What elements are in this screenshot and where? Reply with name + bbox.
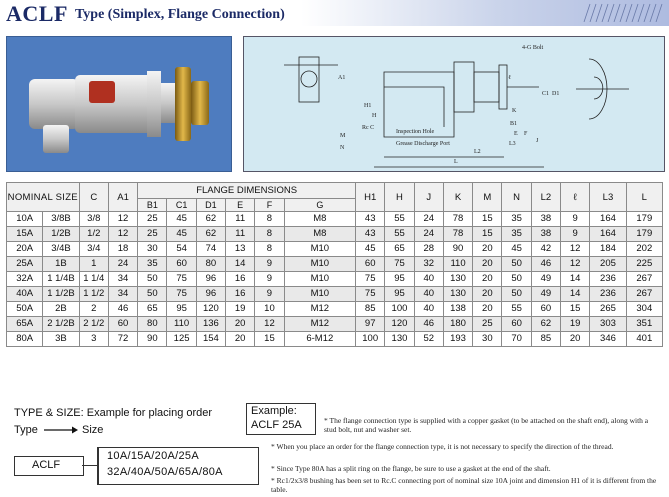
example-label: Example:: [251, 405, 297, 417]
table-cell: 1 1/4B: [43, 272, 79, 287]
rotary-joint-image: [7, 37, 231, 171]
table-cell: 20: [473, 302, 502, 317]
table-cell: 35: [138, 257, 167, 272]
table-cell: 25: [473, 317, 502, 332]
order-title: TYPE & SIZE: Example for placing order: [14, 407, 213, 419]
header-l-small: ℓ: [561, 183, 590, 212]
subheader-e: E: [226, 199, 255, 212]
table-cell: 30: [473, 332, 502, 347]
table-cell: 8: [255, 227, 284, 242]
product-photo: [6, 36, 232, 172]
table-cell: 50: [138, 287, 167, 302]
table-cell: 60: [531, 302, 560, 317]
table-cell: 75: [167, 287, 196, 302]
table-cell: 50: [502, 257, 531, 272]
type-label: Type: [14, 424, 38, 436]
table-row: [7, 317, 663, 332]
table-cell: 75: [385, 257, 414, 272]
table-cell: 100: [356, 332, 385, 347]
table-cell: 46: [414, 317, 443, 332]
table-cell: 75: [167, 272, 196, 287]
table-cell: 38: [531, 227, 560, 242]
table-cell: 78: [443, 227, 472, 242]
table-cell: 12: [108, 227, 137, 242]
table-cell: 28: [414, 242, 443, 257]
table-cell: M10: [284, 257, 355, 272]
table-cell: 14: [226, 257, 255, 272]
table-cell: 55: [502, 302, 531, 317]
table-cell: 24: [414, 212, 443, 227]
table-cell: 20: [226, 317, 255, 332]
table-cell: 43: [356, 227, 385, 242]
table-cell: 60: [167, 257, 196, 272]
label-n: N: [340, 145, 345, 151]
label-j: J: [536, 138, 539, 144]
table-cell: 72: [108, 332, 137, 347]
table-cell: 19: [226, 302, 255, 317]
subheader-b1: B1: [138, 199, 167, 212]
table-cell: 15: [473, 227, 502, 242]
table-cell: 15: [473, 212, 502, 227]
table-cell: 1 1/4: [79, 272, 108, 287]
table-cell: 65: [385, 242, 414, 257]
table-cell: 136: [196, 317, 225, 332]
table-cell: 45: [502, 242, 531, 257]
table-cell: 351: [626, 317, 662, 332]
table-cell: 60: [108, 317, 137, 332]
table-cell: 25: [138, 212, 167, 227]
table-cell: 9: [255, 287, 284, 302]
table-cell: 45: [167, 227, 196, 242]
table-cell: 179: [626, 227, 662, 242]
label-l2: L2: [474, 149, 481, 155]
table-row: [7, 302, 663, 317]
label-b1: B1: [510, 121, 518, 127]
subheader-c1: C1: [167, 199, 196, 212]
type-size-line: [14, 424, 103, 436]
table-row: [7, 242, 663, 257]
table-cell: 12: [561, 257, 590, 272]
table-cell: 205: [590, 257, 626, 272]
table-cell: 20: [473, 287, 502, 302]
table-cell: 60: [502, 317, 531, 332]
table-cell: 10: [255, 302, 284, 317]
table-cell: 3/8: [79, 212, 108, 227]
note-2: * When you place an order for the flange connection type, it is not necessary to specify the direction of the thread.: [271, 442, 614, 451]
subheader-d1: D1: [196, 199, 225, 212]
header-l2: L2: [531, 183, 560, 212]
table-cell: 95: [167, 302, 196, 317]
table-cell: 12: [108, 212, 137, 227]
table-cell: 65A: [7, 317, 43, 332]
table-cell: 75: [356, 272, 385, 287]
table-cell: 42: [531, 242, 560, 257]
header-flange-dimensions: FLANGE DIMENSIONS: [138, 183, 356, 199]
table-cell: 267: [626, 272, 662, 287]
table-cell: 110: [443, 257, 472, 272]
table-cell: 40: [414, 272, 443, 287]
table-cell: 54: [167, 242, 196, 257]
size-label: Size: [81, 424, 104, 436]
table-body: [7, 212, 663, 347]
table-cell: 25A: [7, 257, 43, 272]
header-l3: L3: [590, 183, 626, 212]
table-cell: 193: [443, 332, 472, 347]
table-cell: 45: [356, 242, 385, 257]
table-cell: 1/2: [79, 227, 108, 242]
table-cell: 130: [443, 272, 472, 287]
table-cell: 20: [473, 257, 502, 272]
table-cell: 12: [561, 242, 590, 257]
table-cell: 401: [626, 332, 662, 347]
table-cell: 11: [226, 212, 255, 227]
label-inspection: Inspection Hole: [396, 129, 435, 135]
table-cell: 40: [414, 302, 443, 317]
table-cell: 9: [255, 272, 284, 287]
table-cell: 164: [590, 212, 626, 227]
table-cell: M8: [284, 212, 355, 227]
table-cell: 6-M12: [284, 332, 355, 347]
header-j: J: [414, 183, 443, 212]
table-cell: 35: [502, 227, 531, 242]
table-cell: 34: [108, 272, 137, 287]
table-cell: 18: [108, 242, 137, 257]
table-cell: 80A: [7, 332, 43, 347]
table-cell: 12: [255, 317, 284, 332]
table-cell: 20: [226, 332, 255, 347]
dimension-drawing: [243, 36, 665, 172]
label-c1: C1: [542, 91, 550, 97]
table-cell: 164: [590, 227, 626, 242]
header-h: H: [385, 183, 414, 212]
table-cell: 184: [590, 242, 626, 257]
table-cell: 74: [196, 242, 225, 257]
table-cell: 62: [196, 227, 225, 242]
table-cell: 265: [590, 302, 626, 317]
table-cell: 43: [356, 212, 385, 227]
table-cell: 1 1/2: [79, 287, 108, 302]
label-d1: D1: [552, 91, 560, 97]
table-cell: 60: [356, 257, 385, 272]
header-decoration: [580, 2, 665, 22]
table-cell: 8: [255, 212, 284, 227]
table-cell: 50: [502, 287, 531, 302]
table-cell: 38: [531, 212, 560, 227]
label-rc: Rc C: [362, 125, 375, 131]
note-1: * The flange connection type is supplied with a copper gasket (to be attached on the shaft end), along with a stud bolt, nut and washer set.: [324, 416, 649, 434]
connector-line: [82, 465, 97, 466]
table-cell: 34: [108, 287, 137, 302]
header-l: L: [626, 183, 662, 212]
table-cell: 70: [502, 332, 531, 347]
table-cell: 3/8B: [43, 212, 79, 227]
table-cell: M8: [284, 227, 355, 242]
table-cell: 1B: [43, 257, 79, 272]
table-cell: 2B: [43, 302, 79, 317]
page-title: ACLF: [6, 1, 68, 26]
table-cell: 3: [79, 332, 108, 347]
label-a1: A1: [338, 75, 346, 81]
table-cell: 110: [167, 317, 196, 332]
table-cell: 9: [255, 257, 284, 272]
table-cell: 14: [561, 287, 590, 302]
table-cell: 85: [356, 302, 385, 317]
table-cell: 32: [414, 257, 443, 272]
table-cell: 1/2B: [43, 227, 79, 242]
table-cell: 9: [561, 227, 590, 242]
table-cell: 20: [473, 242, 502, 257]
label-l: L: [454, 159, 458, 165]
table-cell: 1: [79, 257, 108, 272]
subheader-g: G: [284, 199, 355, 212]
table-row: [7, 332, 663, 347]
table-cell: 10A: [7, 212, 43, 227]
table-cell: 20A: [7, 242, 43, 257]
page-subtitle: Type (Simplex, Flange Connection): [75, 7, 285, 22]
table-cell: 3B: [43, 332, 79, 347]
table-cell: 40: [414, 287, 443, 302]
table-cell: 130: [385, 332, 414, 347]
table-cell: 154: [196, 332, 225, 347]
table-cell: M12: [284, 302, 355, 317]
table-cell: 50: [502, 272, 531, 287]
table-cell: 80: [196, 257, 225, 272]
table-cell: 32A: [7, 272, 43, 287]
label-h1: H1: [364, 103, 372, 109]
table-cell: 8: [255, 242, 284, 257]
table-cell: 303: [590, 317, 626, 332]
table-cell: 65: [138, 302, 167, 317]
table-cell: 304: [626, 302, 662, 317]
table-cell: 90: [443, 242, 472, 257]
table-cell: 125: [167, 332, 196, 347]
table-cell: 35: [502, 212, 531, 227]
table-cell: 55: [385, 227, 414, 242]
table-cell: 267: [626, 287, 662, 302]
table-cell: 80: [138, 317, 167, 332]
table-cell: 20: [473, 272, 502, 287]
table-cell: 96: [196, 287, 225, 302]
label-k: K: [512, 108, 517, 114]
table-cell: 15: [561, 302, 590, 317]
model-code: ACLF: [32, 459, 61, 471]
table-cell: 46: [108, 302, 137, 317]
table-cell: 45: [167, 212, 196, 227]
table-cell: 9: [561, 212, 590, 227]
label-e: E: [514, 131, 518, 137]
header-c: C: [79, 183, 108, 212]
table-cell: 15: [255, 332, 284, 347]
note-3: * Since Type 80A has a split ring on the flange, be sure to use a gasket at the end of the shaft.: [271, 464, 551, 473]
table-cell: 40A: [7, 287, 43, 302]
label-m: M: [340, 133, 346, 139]
table-cell: 179: [626, 212, 662, 227]
table-cell: M10: [284, 272, 355, 287]
header-a1: A1: [108, 183, 137, 212]
table-cell: M10: [284, 287, 355, 302]
table-cell: 50A: [7, 302, 43, 317]
table-cell: 96: [196, 272, 225, 287]
table-cell: 138: [443, 302, 472, 317]
table-cell: 236: [590, 272, 626, 287]
table-cell: 95: [385, 272, 414, 287]
table-header-row: [7, 183, 663, 199]
table-cell: 62: [531, 317, 560, 332]
table-cell: 75: [356, 287, 385, 302]
note-4: * Rc1/2x3/8 bushing has been set to Rc.C connecting port of nominal size 10A joint and dimension H1 of it is different from the table.: [271, 476, 657, 494]
label-grease: Grease Discharge Port: [396, 141, 450, 147]
table-cell: 19: [561, 317, 590, 332]
table-cell: 95: [385, 287, 414, 302]
label-f: F: [524, 131, 528, 137]
table-cell: 11: [226, 227, 255, 242]
table-cell: M12: [284, 317, 355, 332]
label-l-small: ℓ: [508, 75, 511, 81]
table-cell: 180: [443, 317, 472, 332]
header-n: N: [502, 183, 531, 212]
label-bolt: 4-G Bolt: [522, 45, 544, 51]
table-cell: 2 1/2: [79, 317, 108, 332]
table-cell: 1 1/2B: [43, 287, 79, 302]
table-cell: 2 1/2B: [43, 317, 79, 332]
table-cell: 62: [196, 212, 225, 227]
header-k: K: [443, 183, 472, 212]
table-cell: 130: [443, 287, 472, 302]
table-cell: 20: [561, 332, 590, 347]
table-cell: 3/4B: [43, 242, 79, 257]
subheader-f: F: [255, 199, 284, 212]
table-cell: 3/4: [79, 242, 108, 257]
table-cell: 85: [531, 332, 560, 347]
size-options-line2: 32A/40A/50A/65A/80A: [107, 466, 223, 478]
table-row: [7, 287, 663, 302]
table-row: [7, 212, 663, 227]
label-h: H: [372, 113, 377, 119]
table-cell: 2: [79, 302, 108, 317]
example-value: ACLF 25A: [251, 419, 302, 431]
table-cell: 236: [590, 287, 626, 302]
header-h1: H1: [356, 183, 385, 212]
label-l3: L3: [509, 141, 516, 147]
table-cell: 120: [196, 302, 225, 317]
table-cell: 46: [531, 257, 560, 272]
table-cell: 55: [385, 212, 414, 227]
table-cell: 49: [531, 272, 560, 287]
table-cell: 24: [414, 227, 443, 242]
dimension-table: [6, 182, 663, 347]
table-cell: 100: [385, 302, 414, 317]
table-cell: 346: [590, 332, 626, 347]
table-row: [7, 257, 663, 272]
table-cell: 13: [226, 242, 255, 257]
table-cell: 16: [226, 287, 255, 302]
table-cell: 78: [443, 212, 472, 227]
technical-drawing: [244, 37, 664, 171]
table-cell: 30: [138, 242, 167, 257]
table-cell: 202: [626, 242, 662, 257]
table-cell: 24: [108, 257, 137, 272]
arrow-right-icon: [41, 426, 79, 434]
table-cell: 25: [138, 227, 167, 242]
table-cell: 90: [138, 332, 167, 347]
table-row: [7, 227, 663, 242]
table-cell: 225: [626, 257, 662, 272]
table-cell: 97: [356, 317, 385, 332]
table-cell: 16: [226, 272, 255, 287]
header-m: M: [473, 183, 502, 212]
table-cell: 52: [414, 332, 443, 347]
table-cell: 15A: [7, 227, 43, 242]
table-cell: M10: [284, 242, 355, 257]
header-nominal-size: NOMINAL SIZE: [7, 183, 80, 212]
table-row: [7, 272, 663, 287]
size-options-line1: 10A/15A/20A/25A: [107, 450, 199, 462]
table-cell: 49: [531, 287, 560, 302]
table-cell: 120: [385, 317, 414, 332]
table-cell: 50: [138, 272, 167, 287]
table-cell: 14: [561, 272, 590, 287]
